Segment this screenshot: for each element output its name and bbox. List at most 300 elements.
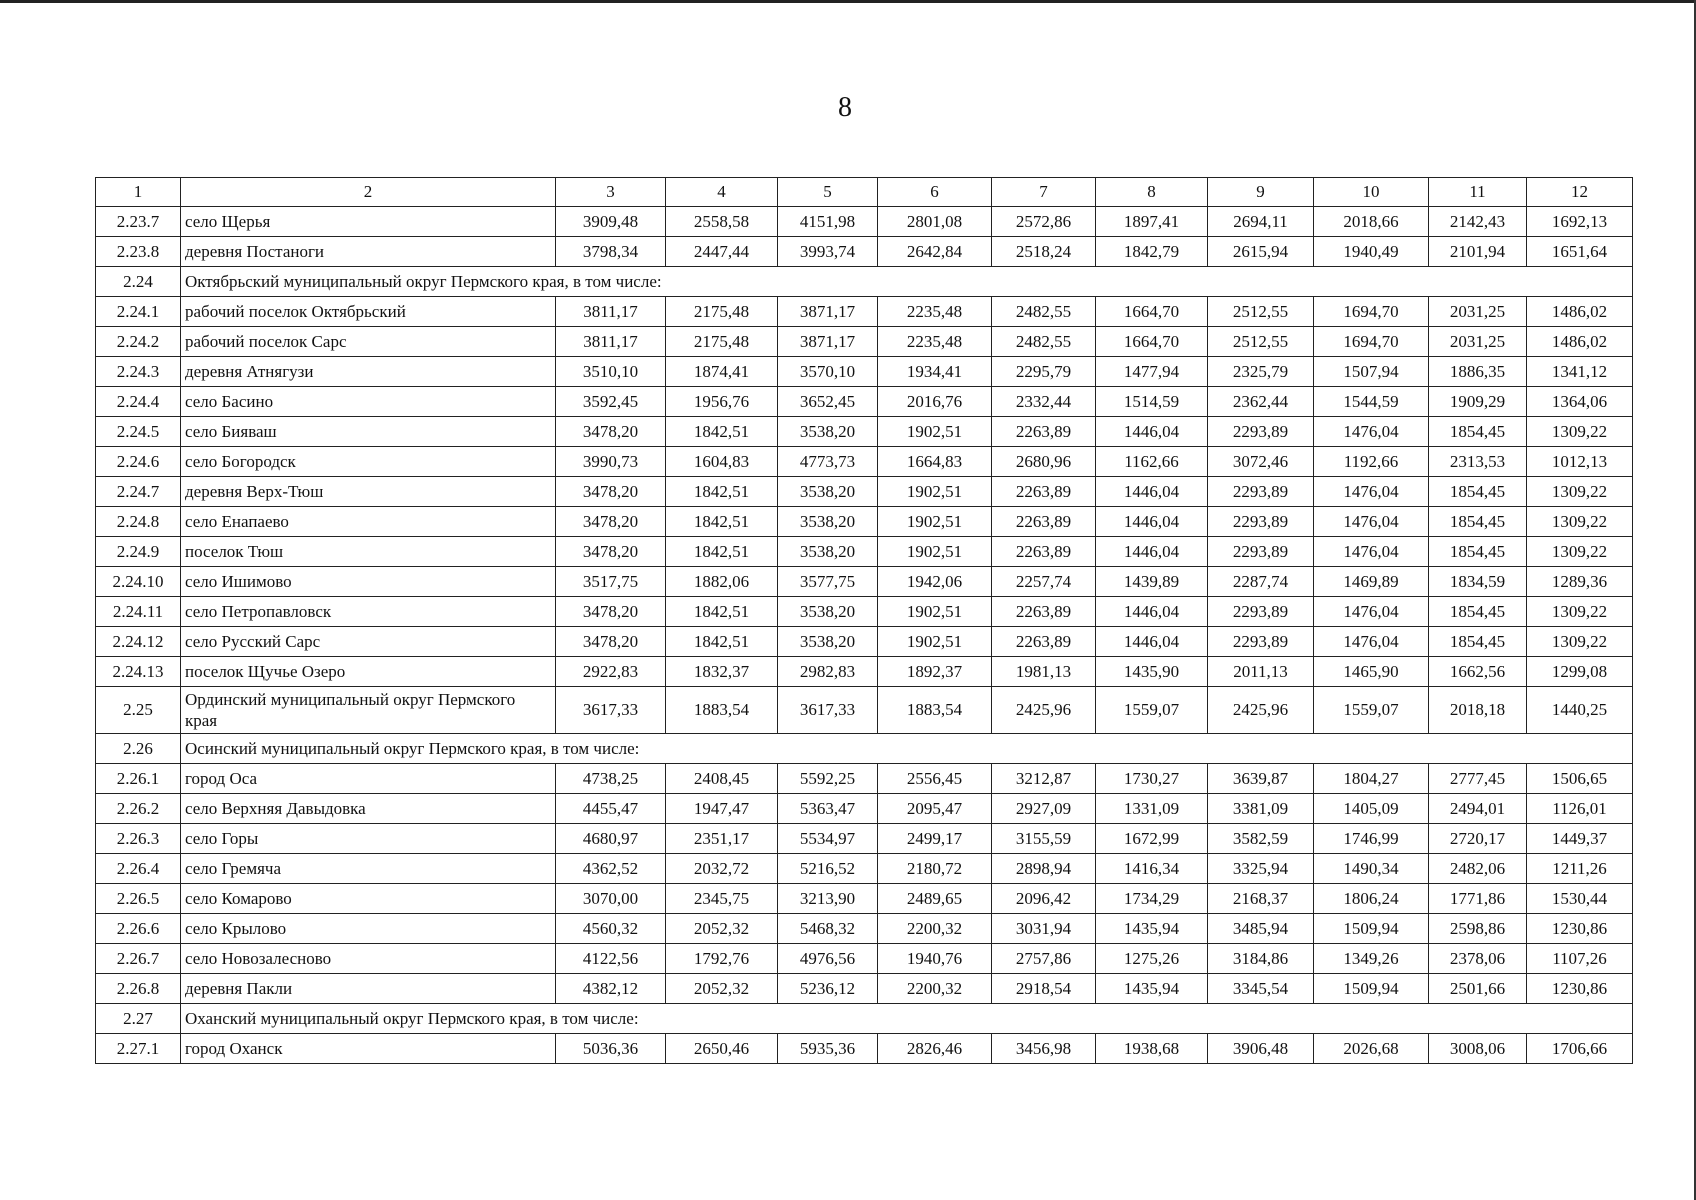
value-cell: 3008,06 xyxy=(1429,1034,1527,1064)
value-cell: 3592,45 xyxy=(556,387,666,417)
column-number-cell: 11 xyxy=(1429,178,1527,207)
table-row xyxy=(96,1034,1633,1064)
value-cell: 1275,26 xyxy=(1096,944,1208,974)
value-cell: 2168,37 xyxy=(1208,884,1314,914)
table-row xyxy=(96,297,1633,327)
value-cell: 2031,25 xyxy=(1429,297,1527,327)
value-cell: 2313,53 xyxy=(1429,447,1527,477)
value-cell: 2494,01 xyxy=(1429,794,1527,824)
locality-name-cell: село Комарово xyxy=(181,884,556,914)
table-row xyxy=(96,567,1633,597)
value-cell: 3510,10 xyxy=(556,357,666,387)
value-cell: 2263,89 xyxy=(992,627,1096,657)
value-cell: 1289,36 xyxy=(1527,567,1633,597)
locality-name-cell: село Ишимово xyxy=(181,567,556,597)
value-cell: 3617,33 xyxy=(778,687,878,734)
value-cell: 2680,96 xyxy=(992,447,1096,477)
value-cell: 2598,86 xyxy=(1429,914,1527,944)
tariff-table xyxy=(95,177,1633,1064)
value-cell: 2425,96 xyxy=(1208,687,1314,734)
value-cell: 4382,12 xyxy=(556,974,666,1004)
value-cell: 1842,51 xyxy=(666,627,778,657)
value-cell: 1509,94 xyxy=(1314,974,1429,1004)
value-cell: 1892,37 xyxy=(878,657,992,687)
value-cell: 2293,89 xyxy=(1208,417,1314,447)
value-cell: 1364,06 xyxy=(1527,387,1633,417)
value-cell: 2142,43 xyxy=(1429,207,1527,237)
table-row xyxy=(96,627,1633,657)
value-cell: 1509,94 xyxy=(1314,914,1429,944)
value-cell: 1842,51 xyxy=(666,417,778,447)
table-row xyxy=(96,794,1633,824)
row-number-cell: 2.23.8 xyxy=(96,237,181,267)
value-cell: 2287,74 xyxy=(1208,567,1314,597)
value-cell: 1435,94 xyxy=(1096,914,1208,944)
value-cell: 1746,99 xyxy=(1314,824,1429,854)
value-cell: 2922,83 xyxy=(556,657,666,687)
row-number-cell: 2.24.10 xyxy=(96,567,181,597)
value-cell: 2362,44 xyxy=(1208,387,1314,417)
column-number-cell: 4 xyxy=(666,178,778,207)
value-cell: 3485,94 xyxy=(1208,914,1314,944)
value-cell: 2180,72 xyxy=(878,854,992,884)
value-cell: 1874,41 xyxy=(666,357,778,387)
column-number-cell: 2 xyxy=(181,178,556,207)
row-number-cell: 2.24.13 xyxy=(96,657,181,687)
section-header-row xyxy=(96,734,1633,764)
table-row xyxy=(96,477,1633,507)
row-number-cell: 2.24.1 xyxy=(96,297,181,327)
value-cell: 1476,04 xyxy=(1314,627,1429,657)
value-cell: 2263,89 xyxy=(992,537,1096,567)
value-cell: 5036,36 xyxy=(556,1034,666,1064)
value-cell: 1230,86 xyxy=(1527,914,1633,944)
value-cell: 3538,20 xyxy=(778,507,878,537)
locality-name-cell: село Басино xyxy=(181,387,556,417)
value-cell: 3478,20 xyxy=(556,597,666,627)
table-row xyxy=(96,387,1633,417)
value-cell: 3538,20 xyxy=(778,627,878,657)
value-cell: 1947,47 xyxy=(666,794,778,824)
value-cell: 1694,70 xyxy=(1314,297,1429,327)
value-cell: 3538,20 xyxy=(778,597,878,627)
value-cell: 3871,17 xyxy=(778,297,878,327)
value-cell: 1309,22 xyxy=(1527,597,1633,627)
value-cell: 1299,08 xyxy=(1527,657,1633,687)
value-cell: 3652,45 xyxy=(778,387,878,417)
value-cell: 2052,32 xyxy=(666,914,778,944)
value-cell: 2757,86 xyxy=(992,944,1096,974)
value-cell: 5592,25 xyxy=(778,764,878,794)
value-cell: 1449,37 xyxy=(1527,824,1633,854)
value-cell: 1734,29 xyxy=(1096,884,1208,914)
value-cell: 4122,56 xyxy=(556,944,666,974)
column-number-cell: 9 xyxy=(1208,178,1314,207)
locality-name-cell: село Енапаево xyxy=(181,507,556,537)
row-number-cell: 2.26.3 xyxy=(96,824,181,854)
value-cell: 2615,94 xyxy=(1208,237,1314,267)
value-cell: 1902,51 xyxy=(878,417,992,447)
value-cell: 1730,27 xyxy=(1096,764,1208,794)
value-cell: 2482,55 xyxy=(992,327,1096,357)
value-cell: 2235,48 xyxy=(878,297,992,327)
table-row xyxy=(96,824,1633,854)
row-number-cell: 2.26.2 xyxy=(96,794,181,824)
value-cell: 1230,86 xyxy=(1527,974,1633,1004)
scan-edge-top xyxy=(0,0,1696,3)
value-cell: 2482,06 xyxy=(1429,854,1527,884)
locality-name-cell: деревня Атнягузи xyxy=(181,357,556,387)
row-number-cell: 2.24.6 xyxy=(96,447,181,477)
value-cell: 2032,72 xyxy=(666,854,778,884)
value-cell: 1012,13 xyxy=(1527,447,1633,477)
value-cell: 1446,04 xyxy=(1096,417,1208,447)
value-cell: 3478,20 xyxy=(556,507,666,537)
value-cell: 2642,84 xyxy=(878,237,992,267)
value-cell: 1854,45 xyxy=(1429,597,1527,627)
column-number-cell: 10 xyxy=(1314,178,1429,207)
value-cell: 2293,89 xyxy=(1208,627,1314,657)
row-number-cell: 2.26.6 xyxy=(96,914,181,944)
value-cell: 2826,46 xyxy=(878,1034,992,1064)
column-number-cell: 1 xyxy=(96,178,181,207)
value-cell: 4738,25 xyxy=(556,764,666,794)
value-cell: 4773,73 xyxy=(778,447,878,477)
value-cell: 2263,89 xyxy=(992,417,1096,447)
section-header-row xyxy=(96,267,1633,297)
value-cell: 4680,97 xyxy=(556,824,666,854)
value-cell: 1854,45 xyxy=(1429,477,1527,507)
locality-name-cell: село Петропавловск xyxy=(181,597,556,627)
value-cell: 1854,45 xyxy=(1429,627,1527,657)
table-row xyxy=(96,447,1633,477)
value-cell: 1469,89 xyxy=(1314,567,1429,597)
table-row xyxy=(96,764,1633,794)
value-cell: 1341,12 xyxy=(1527,357,1633,387)
value-cell: 2235,48 xyxy=(878,327,992,357)
value-cell: 3070,00 xyxy=(556,884,666,914)
column-number-header xyxy=(96,178,1633,207)
value-cell: 2175,48 xyxy=(666,297,778,327)
locality-name-cell: поселок Тюш xyxy=(181,537,556,567)
locality-name-cell: деревня Верх-Тюш xyxy=(181,477,556,507)
value-cell: 1416,34 xyxy=(1096,854,1208,884)
value-cell: 3345,54 xyxy=(1208,974,1314,1004)
row-number-cell: 2.24.7 xyxy=(96,477,181,507)
value-cell: 2499,17 xyxy=(878,824,992,854)
value-cell: 1446,04 xyxy=(1096,537,1208,567)
value-cell: 1792,76 xyxy=(666,944,778,974)
value-cell: 2425,96 xyxy=(992,687,1096,734)
value-cell: 1507,94 xyxy=(1314,357,1429,387)
value-cell: 1804,27 xyxy=(1314,764,1429,794)
value-cell: 1706,66 xyxy=(1527,1034,1633,1064)
value-cell: 2026,68 xyxy=(1314,1034,1429,1064)
value-cell: 3478,20 xyxy=(556,417,666,447)
value-cell: 3155,59 xyxy=(992,824,1096,854)
value-cell: 3617,33 xyxy=(556,687,666,734)
value-cell: 1664,83 xyxy=(878,447,992,477)
value-cell: 1435,90 xyxy=(1096,657,1208,687)
value-cell: 2052,32 xyxy=(666,974,778,1004)
value-cell: 1476,04 xyxy=(1314,537,1429,567)
value-cell: 3538,20 xyxy=(778,417,878,447)
row-number-cell: 2.24 xyxy=(96,267,181,297)
value-cell: 3212,87 xyxy=(992,764,1096,794)
locality-name-cell: село Щерья xyxy=(181,207,556,237)
value-cell: 2011,13 xyxy=(1208,657,1314,687)
value-cell: 2263,89 xyxy=(992,477,1096,507)
value-cell: 1439,89 xyxy=(1096,567,1208,597)
value-cell: 1604,83 xyxy=(666,447,778,477)
value-cell: 4560,32 xyxy=(556,914,666,944)
value-cell: 2263,89 xyxy=(992,507,1096,537)
value-cell: 2096,42 xyxy=(992,884,1096,914)
value-cell: 1771,86 xyxy=(1429,884,1527,914)
row-number-cell: 2.23.7 xyxy=(96,207,181,237)
value-cell: 1909,29 xyxy=(1429,387,1527,417)
value-cell: 1940,49 xyxy=(1314,237,1429,267)
value-cell: 1662,56 xyxy=(1429,657,1527,687)
table-row xyxy=(96,914,1633,944)
value-cell: 3381,09 xyxy=(1208,794,1314,824)
column-number-cell: 6 xyxy=(878,178,992,207)
value-cell: 2489,65 xyxy=(878,884,992,914)
locality-name-cell: Ординский муниципальный округ Пермского края xyxy=(181,687,556,734)
column-number-cell: 12 xyxy=(1527,178,1633,207)
value-cell: 3031,94 xyxy=(992,914,1096,944)
value-cell: 3456,98 xyxy=(992,1034,1096,1064)
value-cell: 1476,04 xyxy=(1314,597,1429,627)
value-cell: 1309,22 xyxy=(1527,627,1633,657)
locality-name-cell: село Верхняя Давыдовка xyxy=(181,794,556,824)
value-cell: 1465,90 xyxy=(1314,657,1429,687)
value-cell: 3811,17 xyxy=(556,327,666,357)
column-number-cell: 5 xyxy=(778,178,878,207)
locality-name-cell: село Крылово xyxy=(181,914,556,944)
value-cell: 3538,20 xyxy=(778,477,878,507)
value-cell: 2501,66 xyxy=(1429,974,1527,1004)
locality-name-cell: село Бияваш xyxy=(181,417,556,447)
value-cell: 1883,54 xyxy=(878,687,992,734)
value-cell: 1559,07 xyxy=(1314,687,1429,734)
value-cell: 1440,25 xyxy=(1527,687,1633,734)
value-cell: 1309,22 xyxy=(1527,477,1633,507)
value-cell: 1981,13 xyxy=(992,657,1096,687)
value-cell: 1883,54 xyxy=(666,687,778,734)
value-cell: 5216,52 xyxy=(778,854,878,884)
value-cell: 2512,55 xyxy=(1208,327,1314,357)
value-cell: 3798,34 xyxy=(556,237,666,267)
row-number-cell: 2.24.5 xyxy=(96,417,181,447)
value-cell: 2378,06 xyxy=(1429,944,1527,974)
value-cell: 3517,75 xyxy=(556,567,666,597)
row-number-cell: 2.26.8 xyxy=(96,974,181,1004)
row-number-cell: 2.24.3 xyxy=(96,357,181,387)
value-cell: 4362,52 xyxy=(556,854,666,884)
row-number-cell: 2.26.7 xyxy=(96,944,181,974)
locality-name-cell: рабочий поселок Сарс xyxy=(181,327,556,357)
locality-name-cell: поселок Щучье Озеро xyxy=(181,657,556,687)
value-cell: 5363,47 xyxy=(778,794,878,824)
value-cell: 1331,09 xyxy=(1096,794,1208,824)
column-number-cell: 7 xyxy=(992,178,1096,207)
row-number-cell: 2.27.1 xyxy=(96,1034,181,1064)
value-cell: 1902,51 xyxy=(878,537,992,567)
value-cell: 2556,45 xyxy=(878,764,992,794)
value-cell: 1834,59 xyxy=(1429,567,1527,597)
value-cell: 2927,09 xyxy=(992,794,1096,824)
value-cell: 1506,65 xyxy=(1527,764,1633,794)
locality-name-cell: село Гремяча xyxy=(181,854,556,884)
row-number-cell: 2.25 xyxy=(96,687,181,734)
value-cell: 1842,51 xyxy=(666,477,778,507)
value-cell: 1476,04 xyxy=(1314,507,1429,537)
value-cell: 1211,26 xyxy=(1527,854,1633,884)
value-cell: 1162,66 xyxy=(1096,447,1208,477)
section-title-cell: Осинский муниципальный округ Пермского края, в том числе: xyxy=(181,734,1633,764)
table-row xyxy=(96,327,1633,357)
value-cell: 2101,94 xyxy=(1429,237,1527,267)
value-cell: 1486,02 xyxy=(1527,297,1633,327)
section-header-row xyxy=(96,1004,1633,1034)
value-cell: 2295,79 xyxy=(992,357,1096,387)
value-cell: 1694,70 xyxy=(1314,327,1429,357)
value-cell: 2175,48 xyxy=(666,327,778,357)
value-cell: 1842,51 xyxy=(666,507,778,537)
locality-name-cell: рабочий поселок Октябрьский xyxy=(181,297,556,327)
value-cell: 3577,75 xyxy=(778,567,878,597)
value-cell: 5935,36 xyxy=(778,1034,878,1064)
value-cell: 3478,20 xyxy=(556,537,666,567)
value-cell: 3993,74 xyxy=(778,237,878,267)
value-cell: 1882,06 xyxy=(666,567,778,597)
table-row xyxy=(96,507,1633,537)
row-number-cell: 2.24.9 xyxy=(96,537,181,567)
value-cell: 1664,70 xyxy=(1096,327,1208,357)
value-cell: 1651,64 xyxy=(1527,237,1633,267)
value-cell: 2482,55 xyxy=(992,297,1096,327)
value-cell: 1897,41 xyxy=(1096,207,1208,237)
value-cell: 1107,26 xyxy=(1527,944,1633,974)
value-cell: 5468,32 xyxy=(778,914,878,944)
value-cell: 1476,04 xyxy=(1314,417,1429,447)
table-row xyxy=(96,597,1633,627)
value-cell: 1938,68 xyxy=(1096,1034,1208,1064)
value-cell: 3213,90 xyxy=(778,884,878,914)
value-cell: 1692,13 xyxy=(1527,207,1633,237)
value-cell: 3582,59 xyxy=(1208,824,1314,854)
value-cell: 2031,25 xyxy=(1429,327,1527,357)
value-cell: 2016,76 xyxy=(878,387,992,417)
table-row xyxy=(96,357,1633,387)
value-cell: 4151,98 xyxy=(778,207,878,237)
value-cell: 3478,20 xyxy=(556,477,666,507)
value-cell: 3811,17 xyxy=(556,297,666,327)
row-number-cell: 2.26.4 xyxy=(96,854,181,884)
value-cell: 2512,55 xyxy=(1208,297,1314,327)
locality-name-cell: деревня Постаноги xyxy=(181,237,556,267)
value-cell: 3325,94 xyxy=(1208,854,1314,884)
value-cell: 2293,89 xyxy=(1208,597,1314,627)
value-cell: 1514,59 xyxy=(1096,387,1208,417)
value-cell: 3570,10 xyxy=(778,357,878,387)
value-cell: 3478,20 xyxy=(556,627,666,657)
value-cell: 1530,44 xyxy=(1527,884,1633,914)
column-number-cell: 3 xyxy=(556,178,666,207)
value-cell: 3909,48 xyxy=(556,207,666,237)
value-cell: 4455,47 xyxy=(556,794,666,824)
value-cell: 2572,86 xyxy=(992,207,1096,237)
value-cell: 1192,66 xyxy=(1314,447,1429,477)
value-cell: 2558,58 xyxy=(666,207,778,237)
value-cell: 1842,51 xyxy=(666,597,778,627)
value-cell: 2293,89 xyxy=(1208,477,1314,507)
value-cell: 1309,22 xyxy=(1527,507,1633,537)
value-cell: 2332,44 xyxy=(992,387,1096,417)
value-cell: 5534,97 xyxy=(778,824,878,854)
table-row xyxy=(96,657,1633,687)
value-cell: 1886,35 xyxy=(1429,357,1527,387)
value-cell: 1934,41 xyxy=(878,357,992,387)
value-cell: 1126,01 xyxy=(1527,794,1633,824)
table-row xyxy=(96,687,1633,734)
value-cell: 1486,02 xyxy=(1527,327,1633,357)
value-cell: 1806,24 xyxy=(1314,884,1429,914)
value-cell: 2263,89 xyxy=(992,597,1096,627)
value-cell: 2325,79 xyxy=(1208,357,1314,387)
locality-name-cell: село Русский Сарс xyxy=(181,627,556,657)
value-cell: 1544,59 xyxy=(1314,387,1429,417)
value-cell: 2018,66 xyxy=(1314,207,1429,237)
value-cell: 1902,51 xyxy=(878,597,992,627)
value-cell: 2447,44 xyxy=(666,237,778,267)
value-cell: 1672,99 xyxy=(1096,824,1208,854)
row-number-cell: 2.26.5 xyxy=(96,884,181,914)
table-row xyxy=(96,537,1633,567)
value-cell: 1309,22 xyxy=(1527,537,1633,567)
value-cell: 1902,51 xyxy=(878,627,992,657)
row-number-cell: 2.26 xyxy=(96,734,181,764)
value-cell: 1940,76 xyxy=(878,944,992,974)
locality-name-cell: село Новозалесново xyxy=(181,944,556,974)
value-cell: 2650,46 xyxy=(666,1034,778,1064)
row-number-cell: 2.24.8 xyxy=(96,507,181,537)
value-cell: 2200,32 xyxy=(878,914,992,944)
value-cell: 1349,26 xyxy=(1314,944,1429,974)
row-number-cell: 2.24.12 xyxy=(96,627,181,657)
row-number-cell: 2.27 xyxy=(96,1004,181,1034)
value-cell: 1832,37 xyxy=(666,657,778,687)
row-number-cell: 2.24.4 xyxy=(96,387,181,417)
value-cell: 2777,45 xyxy=(1429,764,1527,794)
value-cell: 2345,75 xyxy=(666,884,778,914)
value-cell: 1854,45 xyxy=(1429,417,1527,447)
value-cell: 2351,17 xyxy=(666,824,778,854)
value-cell: 2720,17 xyxy=(1429,824,1527,854)
table-row xyxy=(96,854,1633,884)
row-number-cell: 2.24.11 xyxy=(96,597,181,627)
value-cell: 1902,51 xyxy=(878,477,992,507)
value-cell: 1942,06 xyxy=(878,567,992,597)
value-cell: 1405,09 xyxy=(1314,794,1429,824)
value-cell: 1446,04 xyxy=(1096,477,1208,507)
value-cell: 2408,45 xyxy=(666,764,778,794)
value-cell: 1854,45 xyxy=(1429,507,1527,537)
value-cell: 2257,74 xyxy=(992,567,1096,597)
locality-name-cell: село Горы xyxy=(181,824,556,854)
value-cell: 2982,83 xyxy=(778,657,878,687)
